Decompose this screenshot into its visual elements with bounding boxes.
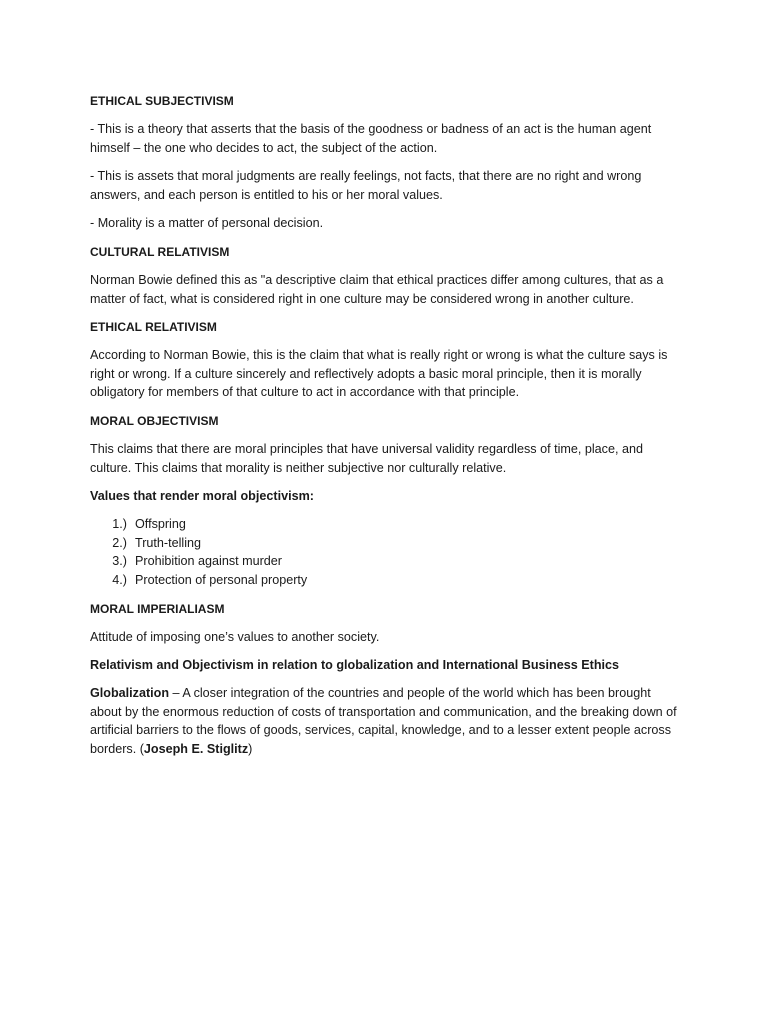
heading-ethical-subjectivism: ETHICAL SUBJECTIVISM [90, 94, 234, 108]
values-list [90, 515, 682, 589]
list-item-text: Truth-telling [135, 535, 202, 550]
list-item-text: Prohibition against murder [135, 554, 283, 569]
paragraph-cultural-relativism: Norman Bowie defined this as "a descriptive claim that ethical practices differ among cultures, that as a matter of fact, what is considered right in one culture may be considered wrong in another culture. [90, 272, 664, 306]
list-item [90, 534, 682, 553]
heading-values-moral-objectivism: Values that render moral objectivism: [90, 489, 314, 504]
paragraph-subjectivism-1: - This is a theory that asserts that the basis of the goodness or badness of an act is the human agent himself – the one who decides to act, the subject of the action. [90, 122, 652, 155]
heading-moral-imperialism: MORAL IMPERIALIASM [90, 601, 225, 616]
list-item-number: 3.) [112, 554, 127, 569]
heading-globalization-section: Relativism and Objectivism in relation to globalization and International Business Ethics [90, 658, 620, 673]
list-item [90, 515, 682, 534]
globalization-author: Joseph E. Stiglitz [143, 741, 249, 756]
globalization-definition: – A closer integration of the countries and people of the world which has been brought about by the enormous reduction of costs of transportation and communication, and the breaking down of artificial barriers to the flows of goods, services, capital, knowledge, and to a lesser extent people across borders. ( [90, 686, 677, 756]
list-item-number: 1.) [112, 517, 127, 532]
paragraph-globalization [90, 684, 682, 758]
list-item-text: Offspring [135, 517, 186, 532]
paragraph-subjectivism-3: - Morality is a matter of personal decision. [90, 216, 324, 231]
paragraph-ethical-relativism: According to Norman Bowie, this is the claim that what is really right or wrong is what the culture says is right or wrong. If a culture sincerely and reflectively adopts a basic moral principle, then it is morally obligatory for members of that culture to act in accordance with that principle. [90, 348, 668, 400]
paragraph-subjectivism-2: - This is assets that moral judgments are really feelings, not facts, that there are no right and wrong answers, and each person is entitled to his or her moral values. [90, 169, 642, 202]
list-item [90, 571, 682, 590]
list-item-number: 4.) [112, 572, 127, 587]
list-item-text: Protection of personal property [135, 572, 308, 587]
document-page [90, 92, 682, 768]
heading-ethical-relativism: ETHICAL RELATIVISM [90, 320, 217, 335]
heading-cultural-relativism: CULTURAL RELATIVISM [90, 244, 230, 259]
globalization-term: Globalization [90, 686, 170, 701]
heading-moral-objectivism: MORAL OBJECTIVISM [90, 413, 219, 428]
list-item [90, 552, 682, 571]
list-item-number: 2.) [112, 535, 127, 550]
paragraph-moral-objectivism: This claims that there are moral principles that have universal validity regardless of time, place, and culture. This claims that morality is neither subjective nor culturally relative. [90, 441, 643, 475]
globalization-closing: ) [248, 741, 253, 756]
paragraph-moral-imperialism: Attitude of imposing one’s values to another society. [90, 629, 380, 644]
